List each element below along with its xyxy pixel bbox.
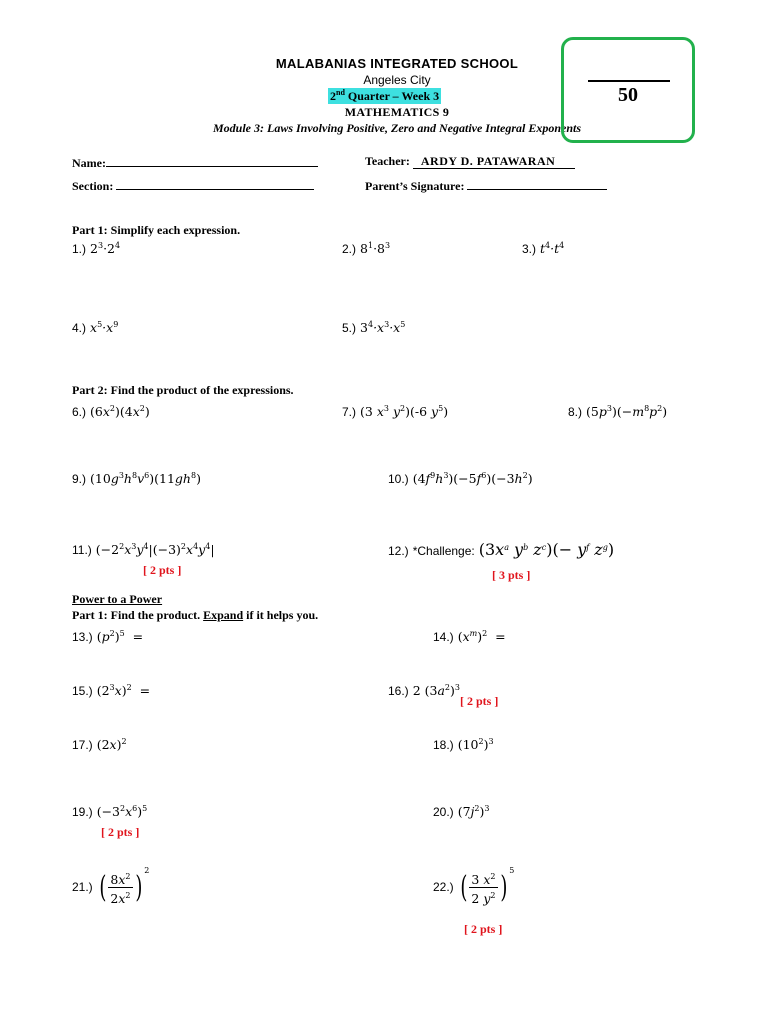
problem-13: 13.) $(p^2)^5$ = xyxy=(72,629,144,644)
score-total: 50 xyxy=(618,84,638,106)
quarter-label: 2nd Quarter – Week 3 xyxy=(330,88,440,103)
problem-3: 3.) $t^4\cdot t^4$ xyxy=(522,241,565,256)
points-19: [ 2 pts ] xyxy=(101,825,140,839)
school-name: MALABANIAS INTEGRATED SCHOOL xyxy=(275,56,519,71)
problem-15: 15.) $(2^3x)^2$ = xyxy=(72,683,151,698)
problem-4: 4.) $x^5\cdot x^9$ xyxy=(72,320,119,335)
problem-22: 22.) ( $\frac{3 x^2}{2 y^2}$ ) $^5$ xyxy=(433,866,515,906)
score-box xyxy=(561,37,695,143)
problem-9: 9.) $(10g^3h^8v^6)(11gh^8)$ xyxy=(72,471,201,486)
name-field[interactable]: Name: xyxy=(72,154,318,171)
module-title: Module 3: Laws Involving Positive, Zero and Negative Integral Exponents xyxy=(213,121,581,135)
problem-10: 10.) $(4f^9h^3)(-5f^6)(-3h^2)$ xyxy=(388,471,533,486)
problem-5: 5.) $3^4\cdot x^3\cdot x^5$ xyxy=(342,320,406,335)
section-field[interactable]: Section: xyxy=(72,177,314,194)
teacher-name: ARDY D. PATAWARAN xyxy=(413,154,575,169)
school-city: Angeles City xyxy=(363,73,431,87)
teacher-field: Teacher: ARDY D. PATAWARAN xyxy=(365,154,575,169)
problem-11: 11.) ($-2^2x^3y^4|(-3)^2x^4y^4|$ xyxy=(72,542,215,557)
problem-2: 2.) $8^1\cdot 8^3$ xyxy=(342,241,391,256)
points-11: [ 2 pts ] xyxy=(143,563,182,577)
part2-title: Part 2: Find the product of the expressions. xyxy=(72,383,294,397)
problem-18: 18.) $(10^2)^3$ xyxy=(433,737,494,752)
problem-1: 1.) $2^3\cdot 2^4$ xyxy=(72,241,121,256)
points-16: [ 2 pts ] xyxy=(460,694,499,708)
problem-6: 6.) $(6x^2)(4x^2)$ xyxy=(72,404,150,419)
points-22: [ 2 pts ] xyxy=(464,922,503,936)
problem-12: 12.) *Challenge: ($3x^a$ $y^b$ $z^c)(- y^f$ $z^g$) xyxy=(388,540,615,559)
part1-title: Part 1: Simplify each expression. xyxy=(72,223,241,237)
problem-19: 19.) $(-3^2x^6)^5$ xyxy=(72,804,148,819)
problem-21: 21.) ( $\frac{8x^2}{2x^2}$ ) $^2$ xyxy=(72,866,150,906)
problem-8: 8.) $(5p^3)(-m^8p^2)$ xyxy=(568,404,668,419)
problem-20: 20.) $(7j^2)^3$ xyxy=(433,804,490,819)
section-power-to-a-power: Power to a Power xyxy=(72,592,163,606)
score-blank-line xyxy=(588,80,670,82)
points-12: [ 3 pts ] xyxy=(492,568,531,582)
problem-14: 14.) $(x^m)^2$ = xyxy=(433,629,506,644)
parent-signature-field[interactable]: Parent’s Signature: xyxy=(365,177,607,194)
power-part1-title: Part 1: Find the product. Expand if it helps you. xyxy=(72,608,319,622)
problem-17: 17.) $(2x)^2$ xyxy=(72,737,127,752)
subject-title: MATHEMATICS 9 xyxy=(344,105,450,119)
problem-7: 7.) (3 $x^3$ $y^2)(-6$ $y^5$) xyxy=(342,404,449,419)
problem-16: 16.) 2 $(3a^2)^3$ xyxy=(388,683,460,698)
